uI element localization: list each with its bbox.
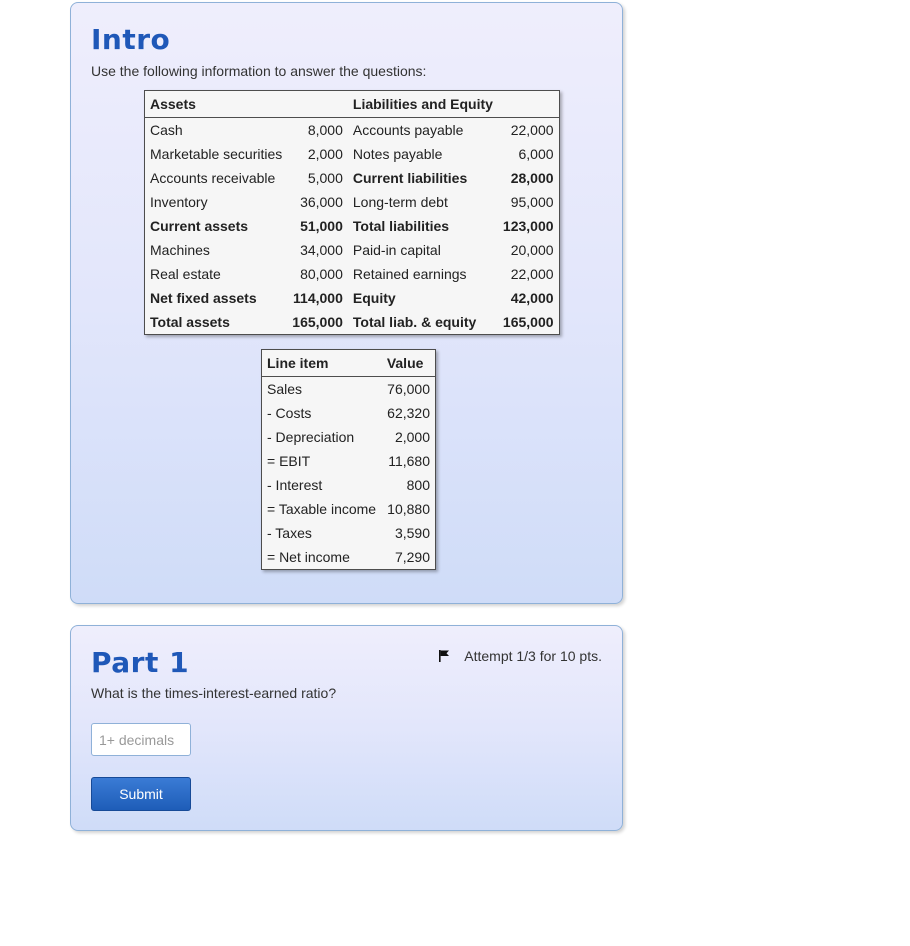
balance-sheet-row [145,310,560,335]
attempt-text: Attempt 1/3 for 10 pts. [464,648,602,664]
balance-sheet-row [145,238,560,262]
line-item-label: - Taxes [267,525,312,541]
asset-label: Current assets [150,218,249,234]
income-statement-row [262,521,436,545]
liability-label: Accounts payable [352,122,464,138]
liabilities-value-header [498,91,559,118]
asset-value: 2,000 [307,146,343,162]
liability-value: 22,000 [510,122,554,138]
liability-value: 95,000 [510,194,554,210]
line-item-label: Sales [267,381,303,397]
liability-label: Current liabilities [352,170,468,186]
value-header: Value [382,350,436,377]
part1-title: Part 1 [91,646,190,679]
liabilities-header: Liabilities and Equity [348,91,498,118]
answer-input[interactable] [91,723,191,756]
liability-label: Notes payable [352,146,443,162]
asset-label: Accounts receivable [150,170,276,186]
asset-value: 114,000 [293,290,343,306]
intro-description: Use the following information to answer the questions: [91,63,427,79]
asset-label: Cash [150,122,183,138]
line-item-value: 7,290 [394,549,430,565]
liability-value: 123,000 [502,218,554,234]
asset-label: Net fixed assets [150,290,257,306]
line-item-value: 3,590 [394,525,430,541]
line-item-value: 10,880 [387,501,430,517]
asset-value: 34,000 [300,242,343,258]
attempt-info [439,648,602,665]
liability-label: Total liabilities [352,218,450,234]
income-statement-header-row [262,350,436,377]
asset-value: 165,000 [292,314,343,330]
flag-icon[interactable] [439,649,449,665]
income-statement-row [262,377,436,402]
line-item-header: Line item [262,350,382,377]
asset-value: 80,000 [300,266,343,282]
line-item-label: = Net income [267,549,350,565]
part1-card [70,625,623,831]
question-text: What is the times-interest-earned ratio? [91,685,337,701]
asset-label: Marketable securities [150,146,283,162]
line-item-label: - Costs [267,405,312,421]
liability-label: Paid-in capital [352,242,441,258]
income-statement-row [262,401,436,425]
line-item-label: - Interest [267,477,323,493]
submit-button[interactable]: Submit [91,777,191,811]
liability-value: 6,000 [518,146,554,162]
asset-value: 8,000 [307,122,343,138]
line-item-label: = Taxable income [267,501,377,517]
line-item-value: 11,680 [388,453,430,469]
balance-sheet-row [145,166,560,190]
liability-value: 22,000 [510,266,554,282]
asset-label: Machines [150,242,210,258]
intro-title: Intro [91,23,171,56]
asset-label: Total assets [150,314,230,330]
asset-value: 36,000 [300,194,343,210]
balance-sheet-row [145,118,560,143]
line-item-value: 800 [406,477,430,493]
line-item-label: - Depreciation [267,429,355,445]
assets-header: Assets [145,91,288,118]
income-statement-table [261,349,436,570]
liability-label: Equity [352,290,396,306]
liability-value: 165,000 [502,314,554,330]
income-statement-row [262,545,436,570]
intro-card [70,2,623,604]
liability-label: Retained earnings [352,266,467,282]
liability-label: Long-term debt [352,194,448,210]
income-statement-row [262,497,436,521]
balance-sheet-row [145,286,560,310]
asset-label: Inventory [150,194,208,210]
line-item-value: 62,320 [387,405,430,421]
asset-value: 5,000 [307,170,343,186]
liability-value: 42,000 [510,290,554,306]
liability-value: 28,000 [510,170,554,186]
income-statement-row [262,425,436,449]
balance-sheet-row [145,214,560,238]
balance-sheet-table [144,90,560,335]
asset-label: Real estate [150,266,221,282]
liability-value: 20,000 [510,242,554,258]
income-statement-row [262,449,436,473]
balance-sheet-row [145,262,560,286]
asset-value: 51,000 [300,218,343,234]
income-statement-row [262,473,436,497]
balance-sheet-row [145,142,560,166]
line-item-value: 2,000 [394,429,430,445]
line-item-value: 76,000 [387,381,430,397]
line-item-label: = EBIT [267,453,311,469]
liability-label: Total liab. & equity [352,314,477,330]
balance-sheet-header-row [145,91,560,118]
balance-sheet-row [145,190,560,214]
assets-value-header [287,91,348,118]
